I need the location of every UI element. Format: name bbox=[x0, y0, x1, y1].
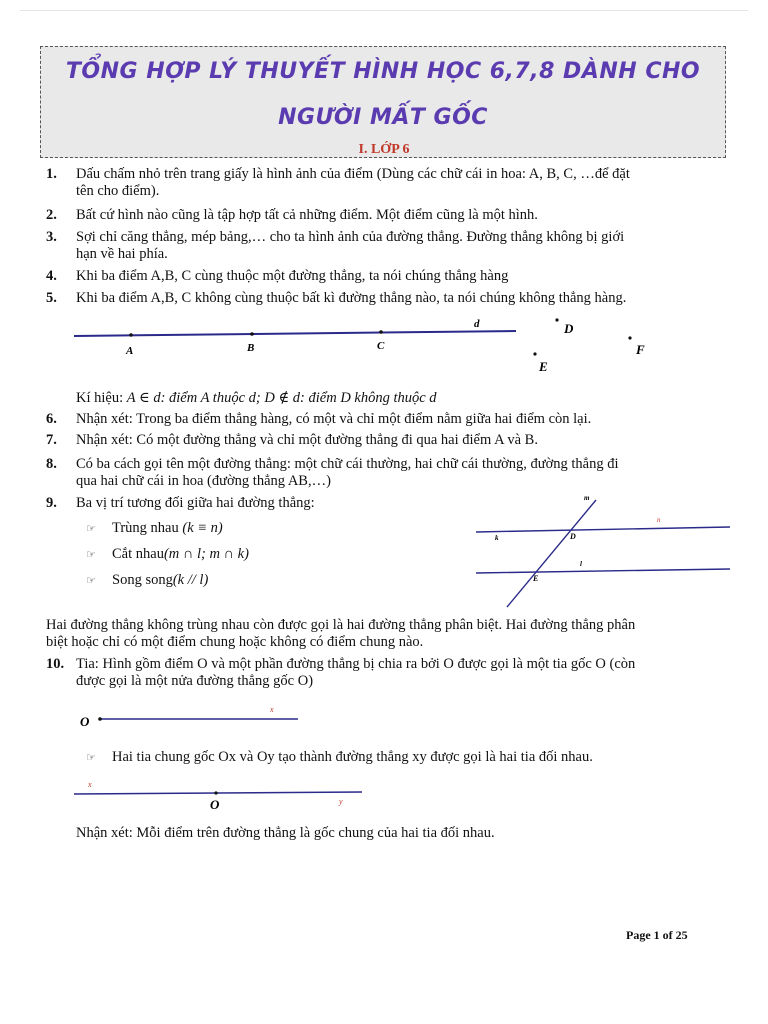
notation-prefix: Kí hiệu: bbox=[76, 390, 127, 406]
item-number: 5. bbox=[46, 290, 57, 306]
paragraph-line: biệt hoặc chỉ có một điểm chung hoặc không có điểm chung nào. bbox=[46, 634, 424, 650]
point-o bbox=[214, 791, 217, 794]
item-text: được gọi là một nửa đường thẳng gốc O) bbox=[76, 673, 314, 689]
item-number: 1. bbox=[46, 166, 57, 182]
label-n: n bbox=[657, 516, 661, 524]
label-l: l bbox=[580, 560, 582, 568]
paragraph-line: Hai đường thẳng không trùng nhau còn được gọi là hai đường thẳng phân biệt. Hai đường thẳng phân bbox=[46, 617, 636, 633]
pointing-hand-icon: ☞ bbox=[86, 548, 96, 561]
label-d-line: d bbox=[474, 318, 480, 330]
label-f: F bbox=[636, 342, 645, 357]
item-text: Khi ba điểm A,B, C không cùng thuộc bất kì đường thẳng nào, ta nói chúng không thẳng hàng. bbox=[76, 290, 627, 306]
label-y: y bbox=[339, 797, 343, 806]
pointing-hand-icon: ☞ bbox=[86, 751, 96, 764]
page-total: 25 bbox=[675, 928, 688, 942]
item-number: 3. bbox=[46, 229, 57, 245]
page-footer bbox=[626, 928, 688, 943]
label-point-d: D bbox=[570, 532, 576, 541]
label-ray-end: x bbox=[270, 705, 274, 714]
bullet-math: (k // l) bbox=[172, 572, 209, 588]
item-text: Dấu chấm nhỏ trên trang giấy là hình ảnh của điểm (Dùng các chữ cái in hoa: A, B, C, …để đặt bbox=[76, 166, 630, 182]
item-text: Sợi chỉ căng thẳng, mép bảng,… cho ta hình ảnh của đường thẳng. Đường thẳng không bị giới bbox=[76, 229, 625, 245]
label-point-e: E bbox=[533, 574, 539, 583]
item-text: Ba vị trí tương đối giữa hai đường thẳng: bbox=[76, 495, 315, 511]
bullet-math: (k ≡ n) bbox=[182, 520, 223, 536]
section-heading: I. LỚP 6 bbox=[358, 142, 410, 157]
item-number: 2. bbox=[46, 207, 57, 223]
label-k: k bbox=[495, 534, 499, 542]
item-number: 6. bbox=[46, 411, 57, 427]
bullet-math: (m ∩ l; m ∩ k) bbox=[163, 546, 249, 562]
bullet-text: Hai tia chung gốc Ox và Oy tạo thành đường thẳng xy được gọi là hai tia đối nhau. bbox=[112, 749, 593, 765]
label-a: A bbox=[126, 345, 134, 357]
notation-math: A ∈ d: điểm A thuộc d; D ∉ d: điểm D không thuộc d bbox=[126, 390, 437, 406]
item-text: qua hai chữ cái in hoa (đường thẳng AB,…) bbox=[76, 473, 331, 489]
item-text: Bất cứ hình nào cũng là tập hợp tất cả những điểm. Một điểm cũng là một hình. bbox=[76, 207, 538, 223]
label-m: m bbox=[584, 494, 590, 502]
title-line-2: NGƯỜI MẤT GỐC bbox=[278, 105, 488, 130]
label-e: E bbox=[539, 359, 548, 374]
item-number: 8. bbox=[46, 456, 57, 472]
item-text: tên cho điểm). bbox=[76, 183, 160, 199]
title-line-1: TỔNG HỢP LÝ THUYẾT HÌNH HỌC 6,7,8 DÀNH CHO bbox=[65, 59, 701, 84]
label-d-point: D bbox=[564, 321, 574, 336]
page-number: 1 bbox=[653, 928, 660, 942]
item-text: hạn về hai phía. bbox=[76, 246, 168, 262]
item-text: Tia: Hình gồm điểm O và một phần đường thẳng bị chia ra bởi O được gọi là một tia gốc O (còn bbox=[76, 656, 636, 672]
pointing-hand-icon: ☞ bbox=[86, 574, 96, 587]
bullet-text: Song song bbox=[112, 572, 173, 588]
item-number: 10. bbox=[46, 656, 65, 672]
line-xy bbox=[74, 792, 362, 794]
label-x: x bbox=[88, 780, 92, 789]
item-text: Nhận xét: Trong ba điểm thẳng hàng, có một và chỉ một điểm nằm giữa hai điểm còn lại. bbox=[76, 411, 592, 427]
label-origin: O bbox=[80, 714, 90, 729]
remark-opposite-rays: Nhận xét: Mỗi điểm trên đường thẳng là gốc chung của hai tia đối nhau. bbox=[76, 825, 495, 841]
item-number: 9. bbox=[46, 495, 57, 511]
item-text: Khi ba điểm A,B, C cùng thuộc một đường thẳng, ta nói chúng thẳng hàng bbox=[76, 268, 509, 284]
label-c: C bbox=[377, 340, 385, 352]
footer-prefix: Page bbox=[626, 928, 654, 942]
bullet-text: Cắt nhau bbox=[112, 546, 164, 562]
label-o: O bbox=[210, 797, 220, 812]
pointing-hand-icon: ☞ bbox=[86, 522, 96, 535]
item-number: 7. bbox=[46, 432, 57, 448]
label-b: B bbox=[247, 342, 255, 354]
item-text: Có ba cách gọi tên một đường thẳng: một chữ cái thường, hai chữ cái thường, đường thẳng đi bbox=[76, 456, 619, 472]
bullet-text: Trùng nhau bbox=[112, 520, 183, 536]
footer-of: of bbox=[659, 928, 676, 942]
item-text: Nhận xét: Có một đường thẳng và chỉ một đường thẳng đi qua hai điểm A và B. bbox=[76, 432, 538, 448]
item-number: 4. bbox=[46, 268, 57, 284]
